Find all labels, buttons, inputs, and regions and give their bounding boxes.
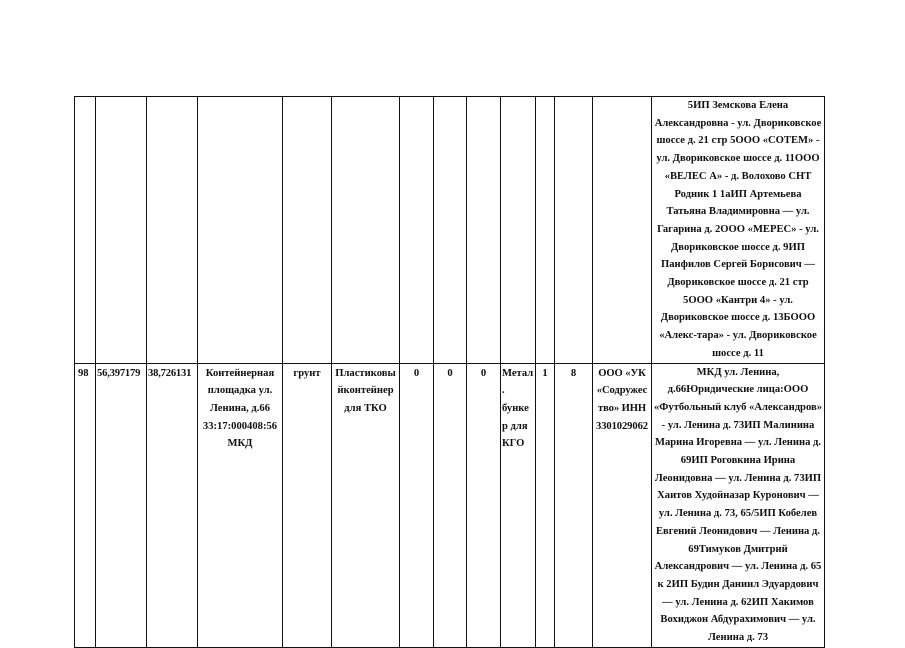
cell-container-type — [332, 97, 400, 364]
cell-surface — [283, 97, 332, 364]
cell-longitude — [147, 97, 198, 364]
cell-bunker-type — [501, 97, 536, 364]
cell-waste-sources: МКД ул. Ленина, д.66Юридические лица:ООО «Футбольный клуб «Александров» - ул. Ленина д. 73ИП Малинина Марина Игоревна — ул. Ленина д. 69ИП Роговкина Ирина Леонидовна — ул. Ленина д. 73ИП Хаитов Худойназар Куронович — ул. Ленина д. 73, 65/5ИП Кобелев Евгений Леонидович — Ленина д. 69Тимуков Дмитрий Александрович — ул. Ленина д. 65 к 2ИП Будин Даниил Эдуардович — ул. Ленина д. 62ИП Хакимов Вохиджон Абдурахимович — ул. Ленина д. 73 — [652, 363, 825, 647]
cell-latitude — [96, 97, 147, 364]
cell-waste-sources: 5ИП Земскова Елена Александровна - ул. Двориковское шоссе д. 21 стр 5ООО «СОТЕМ» - ул. Двориковское шоссе д. 11ООО «ВЕЛЕС А» - д. Волохово СНТ Родник 1 1аИП Артемьева Татьяна Владимировна — ул. Гагарина д. 2ООО «МЕРЕС» - ул. Двориковское шоссе д. 9ИП Панфилов Сергей Борисович — Двориковское шоссе д. 21 стр 5ООО «Кантри 4» - ул. Двориковское шоссе д. 13БООО «Алекс-тара» - ул. Двориковское шоссе д. 11 — [652, 97, 825, 364]
cell-row-number: 98 — [75, 363, 96, 647]
registry-table — [74, 96, 825, 648]
cell-count-2: 0 — [434, 363, 467, 647]
cell-container-type: Пластиковы йконтейнер для ТКО — [332, 363, 400, 647]
cell-count-3: 0 — [467, 363, 501, 647]
cell-address: Контейнерная площадка ул. Ленина, д.66 33:17:000408:56 МКД — [198, 363, 283, 647]
cell-count-1: 0 — [400, 363, 434, 647]
cell-bunker-type: Метал. бункер для КГО — [501, 363, 536, 647]
cell-bunker-count: 1 — [536, 363, 555, 647]
table-row — [75, 363, 825, 647]
cell-bunker-volume: 8 — [555, 363, 593, 647]
cell-surface: грунт — [283, 363, 332, 647]
cell-count-3 — [467, 97, 501, 364]
cell-address — [198, 97, 283, 364]
cell-owner — [593, 97, 652, 364]
cell-owner: ООО «УК «Содружес тво» ИНН 3301029062 — [593, 363, 652, 647]
table-row — [75, 97, 825, 364]
cell-row-number — [75, 97, 96, 364]
cell-bunker-count — [536, 97, 555, 364]
cell-longitude: 38,726131 — [147, 363, 198, 647]
cell-count-1 — [400, 97, 434, 364]
cell-bunker-volume — [555, 97, 593, 364]
cell-latitude: 56,397179 — [96, 363, 147, 647]
cell-count-2 — [434, 97, 467, 364]
